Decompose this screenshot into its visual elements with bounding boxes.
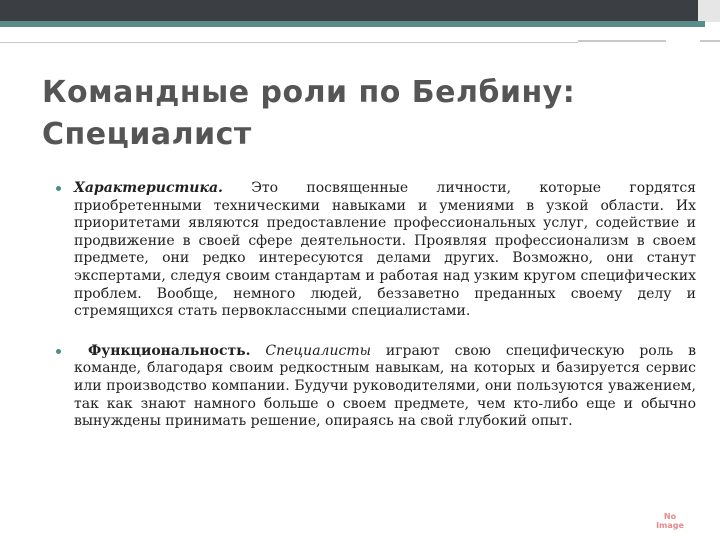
header-rule-segment (578, 40, 666, 42)
header-rule-segment-end (700, 40, 720, 42)
watermark-line-2: Image (656, 521, 684, 530)
bullet-body: играют свою специфическую роль в команде, благодаря своим редкостным навыкам, на которых и базируется сервис или производство компании. Будучи руководителями, они пользуются уважением, так как знают намного больше о своем предмете, чем кто-либо еще и обычно вынуждены принимать решение, опираясь на свой глубокий опыт. (74, 342, 696, 430)
header-band-accent (0, 21, 705, 27)
bullet-dot-icon (56, 349, 61, 354)
bullet-list (56, 180, 696, 431)
title-line-2: Специалист (42, 117, 252, 152)
bullet-text (74, 343, 696, 431)
watermark-line-1: No (663, 512, 677, 521)
bullet-dot-icon (56, 186, 61, 191)
title-line-1: Командные роли по Белбину: (42, 75, 576, 110)
bullet-lead: Характеристика. (74, 180, 223, 196)
header-band-dark (0, 0, 698, 21)
bullet-lead: Функциональность. (88, 342, 251, 359)
bullet-functionality (56, 343, 696, 431)
slide-title (42, 72, 682, 156)
no-image-watermark (648, 512, 692, 530)
header-rule (0, 42, 578, 43)
bullet-text (74, 180, 696, 321)
bullet-emphasis: Специалисты (250, 342, 371, 359)
bullet-body: Это посвященные личности, которые гордятся приобретенными техническими навыками и умениями в узкой области. Их приоритетами являются предоставление профессиональных услуг, содействие и продвижение в своей сфере деятельности. Проявляя профессионализм в своем предмете, они редко интересуются делами других. Возможно, они станут экспертами, следуя своим стандартам и работая над узким кругом специфических проблем. Вообще, немного людей, беззаветно преданных своему делу и стремящихся стать первоклассными специалистами. (74, 180, 696, 320)
bullet-characteristic (56, 180, 696, 321)
